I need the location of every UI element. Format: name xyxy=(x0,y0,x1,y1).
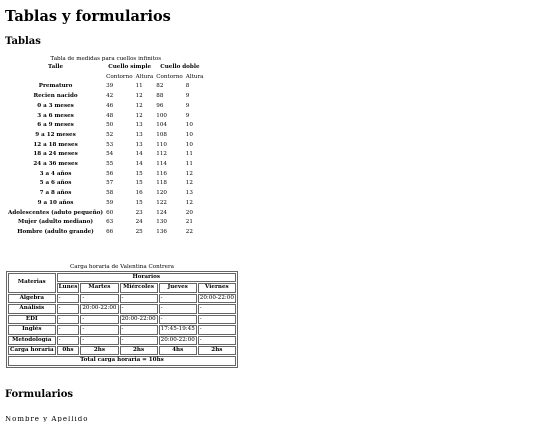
load-value-miercoles: 2hs xyxy=(120,346,158,355)
measure-cell: 88 xyxy=(156,93,164,100)
day-header-miercoles: Miércoles xyxy=(120,283,158,292)
neck-table-row xyxy=(7,170,205,180)
measure-cell: 120 xyxy=(156,190,167,197)
measure-cell: 13 xyxy=(135,131,143,138)
measure-cell: 136 xyxy=(156,228,167,235)
hours-header: Horarios xyxy=(57,273,236,282)
measure-cell: 104 xyxy=(156,122,167,129)
measure-cell: 114 xyxy=(156,161,167,168)
size-label: 3 a 6 meses xyxy=(37,112,74,119)
measure-cell: 15 xyxy=(135,199,143,206)
measure-cell: 20 xyxy=(185,209,193,216)
measure-cell: 15 xyxy=(135,170,143,177)
measure-cell: 12 xyxy=(135,102,143,109)
size-label: Mujer (adulto mediano) xyxy=(18,219,94,226)
measure-cell: 12 xyxy=(135,112,143,119)
measure-cell: 63 xyxy=(106,219,114,226)
schedule-row xyxy=(8,294,236,303)
size-label: Adolescentes (aduto pequeño) xyxy=(8,209,104,216)
load-value-jueves: 4hs xyxy=(159,346,197,355)
empty-header-cell xyxy=(7,73,104,83)
measure-cell: 21 xyxy=(185,219,193,226)
measure-cell: 50 xyxy=(106,122,114,129)
schedule-cell: 20:00-22:00 xyxy=(159,336,197,345)
measure-cell: 57 xyxy=(106,180,114,187)
schedule-table xyxy=(6,264,238,368)
size-label: 18 a 24 meses xyxy=(33,151,78,158)
measure-cell: 15 xyxy=(135,180,143,187)
measure-cell: 122 xyxy=(156,199,167,206)
schedule-cell: - xyxy=(57,336,80,345)
schedule-cell: 20:00-22:00 xyxy=(80,304,118,313)
measure-cell: 13 xyxy=(185,190,193,197)
day-header-viernes: Viernes xyxy=(198,283,236,292)
schedule-cell: 20:00-22:00 xyxy=(120,315,158,324)
measure-cell: 12 xyxy=(185,180,193,187)
measure-cell: 116 xyxy=(156,170,167,177)
neck-table-row xyxy=(7,218,205,228)
schedule-cell: - xyxy=(57,315,80,324)
schedule-cell: - xyxy=(80,325,118,334)
forms-section xyxy=(5,389,535,422)
measure-cell: 112 xyxy=(156,151,167,158)
schedule-cell: - xyxy=(120,325,158,334)
size-label: 12 a 18 meses xyxy=(33,141,78,148)
neck-size-table xyxy=(6,56,206,238)
schedule-cell: - xyxy=(159,294,197,303)
size-label: 3 a 4 años xyxy=(39,170,72,177)
neck-table-row xyxy=(7,150,205,160)
measure-cell: 14 xyxy=(135,161,143,168)
schedule-cell: - xyxy=(198,325,236,334)
simple-altura-header: Altura xyxy=(135,73,154,80)
schedule-cell: - xyxy=(80,315,118,324)
col-size-header: Talle xyxy=(48,64,64,70)
measure-cell: 46 xyxy=(106,102,114,109)
measure-cell: 9 xyxy=(185,112,190,119)
measure-cell: 10 xyxy=(185,122,193,129)
measure-cell: 54 xyxy=(106,151,114,158)
load-value-viernes: 2hs xyxy=(198,346,236,355)
schedule-table-body xyxy=(8,294,236,345)
neck-table-caption: Tabla de medidas para cuellos infinitos xyxy=(50,56,162,62)
forms-heading: Formularios xyxy=(5,388,73,400)
schedule-cell: - xyxy=(57,294,80,303)
subject-header: Materias xyxy=(8,273,56,293)
neck-table-row xyxy=(7,160,205,170)
neck-table-row xyxy=(7,189,205,199)
measure-cell: 130 xyxy=(156,219,167,226)
measure-cell: 110 xyxy=(156,141,167,148)
size-label: 7 a 8 años xyxy=(39,190,72,197)
schedule-cell: - xyxy=(80,336,118,345)
neck-table-row xyxy=(7,92,205,102)
neck-table-row xyxy=(7,209,205,219)
load-value-lunes: 0hs xyxy=(57,346,80,355)
schedule-cell: - xyxy=(57,325,80,334)
measure-cell: 59 xyxy=(106,199,114,206)
simple-contorno-header: Contorno xyxy=(106,73,133,80)
size-label: 0 a 3 meses xyxy=(37,102,74,109)
measure-cell: 124 xyxy=(156,209,167,216)
subject-label: Análisis xyxy=(8,304,56,313)
measure-cell: 10 xyxy=(185,131,193,138)
simple-neck-header: Cuello simple xyxy=(108,64,152,70)
schedule-cell: - xyxy=(80,294,118,303)
tables-heading: Tablas xyxy=(5,36,41,47)
schedule-cell: 17:45-19:45 xyxy=(159,325,197,334)
schedule-cell: - xyxy=(57,304,80,313)
measure-cell: 12 xyxy=(185,199,193,206)
double-altura-header: Altura xyxy=(185,73,204,80)
neck-table-row xyxy=(7,131,205,141)
measure-cell: 23 xyxy=(135,209,143,216)
measure-cell: 108 xyxy=(156,131,167,138)
measure-cell: 82 xyxy=(156,83,164,90)
schedule-cell: - xyxy=(120,336,158,345)
schedule-row xyxy=(8,336,236,345)
schedule-cell: - xyxy=(198,304,236,313)
total-load: Total carga horaria = 10hs xyxy=(8,356,236,365)
measure-cell: 55 xyxy=(106,161,114,168)
size-label: Hombre (adulto grande) xyxy=(17,228,94,235)
schedule-row xyxy=(8,304,236,313)
load-row-label: Carga horaria xyxy=(8,346,56,355)
measure-cell: 24 xyxy=(135,219,143,226)
measure-cell: 118 xyxy=(156,180,167,187)
schedule-cell: 20:00-22:00 xyxy=(198,294,236,303)
neck-table-row xyxy=(7,199,205,209)
measure-cell: 13 xyxy=(135,141,143,148)
subject-label: Metodología xyxy=(8,336,56,345)
double-neck-header: Cuello doble xyxy=(160,64,200,70)
double-contorno-header: Contorno xyxy=(156,73,183,80)
total-row xyxy=(8,356,236,365)
measure-cell: 16 xyxy=(135,190,143,197)
subject-label: Inglés xyxy=(8,325,56,334)
measure-cell: 9 xyxy=(185,102,190,109)
size-label: 24 a 36 meses xyxy=(33,161,78,168)
measure-cell: 96 xyxy=(156,102,164,109)
measure-cell: 100 xyxy=(156,112,167,119)
measure-cell: 58 xyxy=(106,190,114,197)
schedule-row xyxy=(8,315,236,324)
page-title: Tablas y formularios xyxy=(5,8,171,25)
size-label: Prematuro xyxy=(38,83,73,90)
day-header-jueves: Jueves xyxy=(159,283,197,292)
neck-table-row xyxy=(7,102,205,112)
measure-cell: 9 xyxy=(185,93,190,100)
load-row xyxy=(8,346,236,355)
day-header-martes: Martes xyxy=(80,283,118,292)
measure-cell: 66 xyxy=(106,228,114,235)
neck-table-body xyxy=(7,82,205,237)
subject-label: Algebra xyxy=(8,294,56,303)
measure-cell: 11 xyxy=(185,151,193,158)
schedule-cell: - xyxy=(120,294,158,303)
schedule-cell: - xyxy=(159,304,197,313)
form-label-clipped: Nombre y Apellido xyxy=(5,415,89,422)
measure-cell: 14 xyxy=(135,151,143,158)
neck-table-row xyxy=(7,179,205,189)
schedule-cell: - xyxy=(120,304,158,313)
neck-table-row xyxy=(7,112,205,122)
measure-cell: 25 xyxy=(135,228,143,235)
size-label: Recien nacido xyxy=(33,93,78,100)
measure-cell: 12 xyxy=(185,170,193,177)
measure-cell: 11 xyxy=(135,83,143,90)
day-header-lunes: Lunes xyxy=(57,283,80,292)
schedule-cell: - xyxy=(198,315,236,324)
measure-cell: 22 xyxy=(185,228,193,235)
measure-cell: 39 xyxy=(106,83,114,90)
measure-cell: 52 xyxy=(106,131,114,138)
size-label: 6 a 9 meses xyxy=(37,122,74,129)
measure-cell: 8 xyxy=(185,83,190,90)
measure-cell: 10 xyxy=(185,141,193,148)
measure-cell: 60 xyxy=(106,209,114,216)
load-value-martes: 2hs xyxy=(80,346,118,355)
neck-table-row xyxy=(7,82,205,92)
measure-cell: 13 xyxy=(135,122,143,129)
size-label: 5 a 6 años xyxy=(39,180,72,187)
neck-table-row xyxy=(7,141,205,151)
size-label: 9 a 10 años xyxy=(37,199,74,206)
schedule-cell: - xyxy=(159,315,197,324)
measure-cell: 53 xyxy=(106,141,114,148)
neck-table-row xyxy=(7,121,205,131)
schedule-cell: - xyxy=(198,336,236,345)
measure-cell: 12 xyxy=(135,93,143,100)
schedule-row xyxy=(8,325,236,334)
measure-cell: 11 xyxy=(185,161,193,168)
measure-cell: 56 xyxy=(106,170,114,177)
subject-label: EDI xyxy=(8,315,56,324)
measure-cell: 42 xyxy=(106,93,114,100)
schedule-table-caption: Carga horaria de Valentina Contrera xyxy=(69,263,174,270)
measure-cell: 48 xyxy=(106,112,114,119)
size-label: 9 a 12 meses xyxy=(35,131,76,138)
neck-table-row xyxy=(7,228,205,238)
